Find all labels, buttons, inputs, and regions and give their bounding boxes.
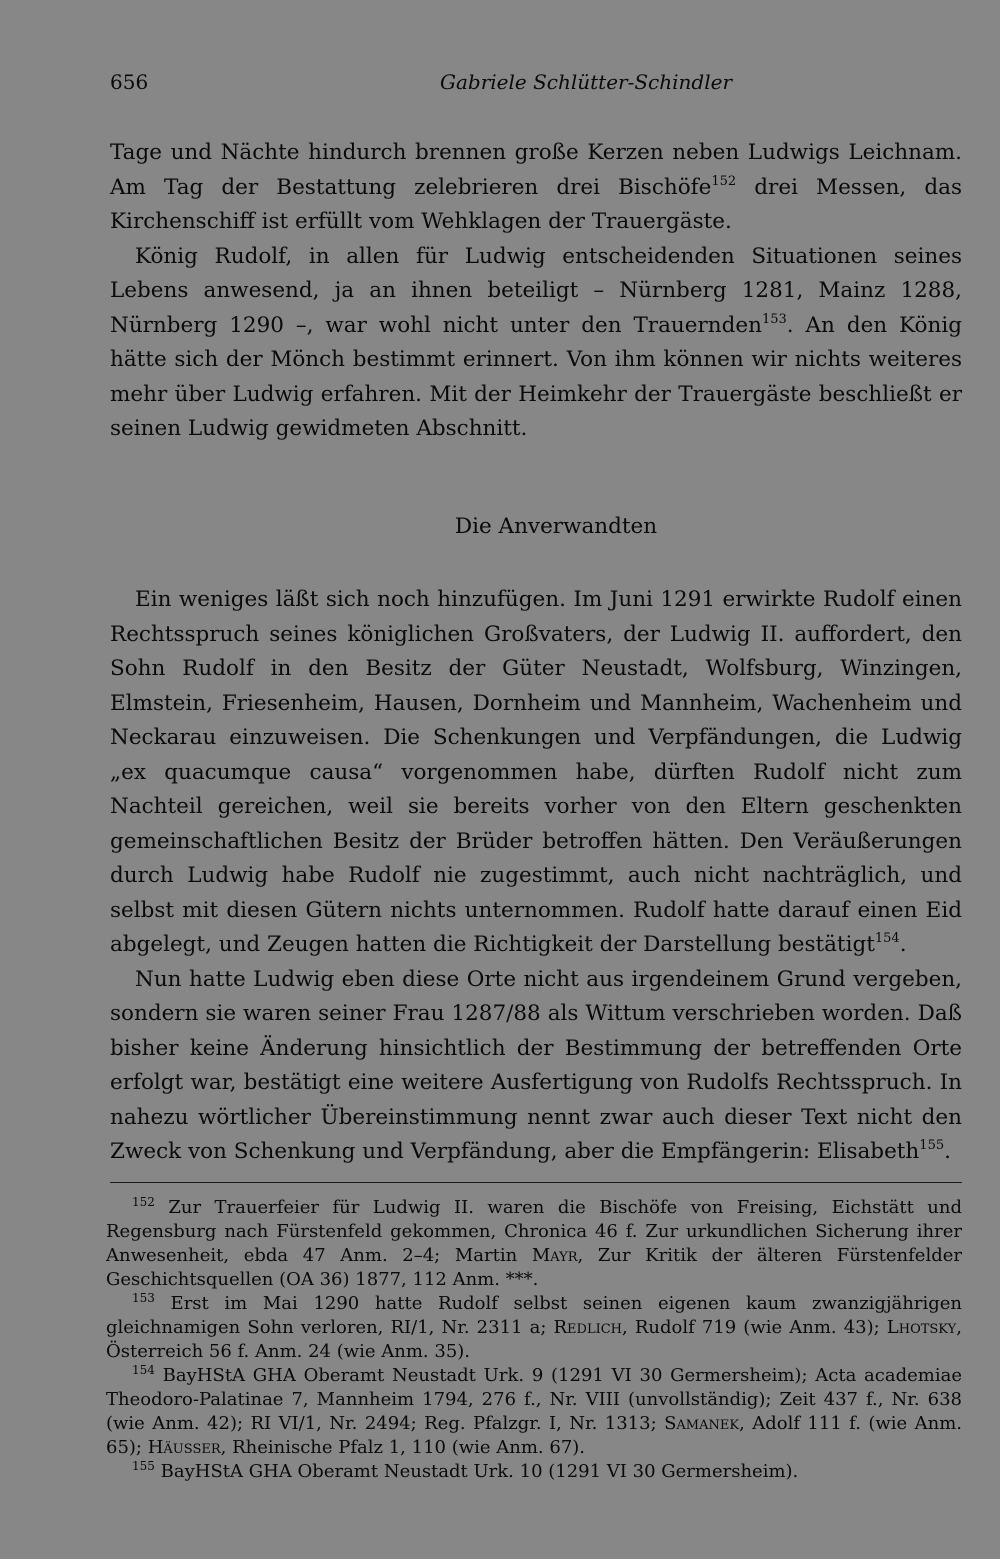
paragraph xyxy=(110,583,962,963)
footnote-ref-154[interactable]: 154 xyxy=(874,931,900,946)
footnote-number: 152 xyxy=(132,1195,155,1209)
footnote-number: 153 xyxy=(132,1291,155,1305)
paragraph xyxy=(110,136,962,240)
text-run: König Rudolf, in allen für Ludwig entscheidenden Situationen seines Lebens anwesend, ja an ihnen beteiligt – Nürnberg 1281, Mainz 1288, Nürnberg 1290 –, war wohl nicht unter den Trauernden xyxy=(110,243,962,338)
paragraph xyxy=(110,240,962,447)
text-run: , Rudolf 719 (wie Anm. 43); xyxy=(622,1317,887,1338)
footnotes xyxy=(106,1196,962,1484)
footnote-155 xyxy=(106,1460,962,1484)
text-run: Erst im Mai 1290 hatte Rudolf selbst seinen eigenen kaum zwanzigjährigen gleichnamigen Sohn verloren, RI/1, Nr. 2311 a; xyxy=(106,1293,962,1338)
page-header xyxy=(110,70,962,102)
footnote-ref-153[interactable]: 153 xyxy=(761,311,787,327)
section-text xyxy=(110,583,962,1170)
footnote-152 xyxy=(106,1196,962,1292)
footnote-154 xyxy=(106,1364,962,1460)
text-run: . An den König hätte sich der Mönch bestimmt erinnert. Von ihm können wir nichts weiteres mehr über Ludwig erfahren. Mit der Heimkehr der Trauergäste beschließt er seinen Ludwig gewidmeten Abschnitt. xyxy=(110,312,962,441)
author-name: Mayr xyxy=(531,1245,578,1266)
text-run: , Rheinische Pfalz 1, 110 (wie Anm. 67). xyxy=(220,1437,586,1458)
footnote-divider xyxy=(110,1182,962,1183)
text-run: BayHStA GHA Oberamt Neustadt Urk. 9 (1291 VI 30 Germersheim); Acta academiae Theodoro-Palatinae 7, Mannheim 1794, 276 f., Nr. VIII (unvollständig); Zeit 437 f., Nr. 638 (wie Anm. 42); RI VI/1, Nr. 2494; Reg. Pfalzgr. I, Nr. 1313; xyxy=(106,1365,962,1434)
text-run: Nun hatte Ludwig eben diese Orte nicht aus irgendeinem Grund vergeben, sondern sie waren seiner Frau 1287/88 als Wittum verschrieben worden. Daß bisher keine Änderung hinsichtlich der Bestimmung der betreffenden Orte erfolgt war, bestätigt eine weitere Ausfertigung von Rudolfs Rechtsspruch. In nahezu wörtlicher Übereinstimmung nennt zwar auch dieser Text nicht den Zweck von Schenkung und Verpfändung, aber die Empfängerin: Elisabeth xyxy=(110,966,962,1164)
author-name: Lhotsky xyxy=(886,1317,957,1338)
text-run: Zur Trauerfeier für Ludwig II. waren die Bischöfe von Freising, Eichstätt und Regensburg nach Fürstenfeld gekommen, Chronica 46 f. Zur urkundlichen Sicherung ihrer Anwesenheit, ebda 47 Anm. 2–4; Martin xyxy=(106,1197,962,1266)
text-run: , Zur Kritik der älteren Fürstenfelder Geschichtsquellen (OA 36) 1877, 112 Anm. ***. xyxy=(106,1245,962,1290)
text-run: . xyxy=(944,1139,951,1164)
paragraph xyxy=(110,963,962,1170)
body-text xyxy=(110,136,962,447)
author-name: Redlich xyxy=(553,1317,623,1338)
text-run: BayHStA GHA Oberamt Neustadt Urk. 10 (1291 VI 30 Germersheim). xyxy=(154,1461,799,1482)
footnote-ref-155[interactable]: 155 xyxy=(919,1138,945,1153)
section-heading: Die Anverwandten xyxy=(454,514,658,539)
footnote-number: 155 xyxy=(132,1459,155,1473)
text-run: drei Messen, das Kirchenschiff ist erfüllt vom Wehklagen der Trauergäste. xyxy=(110,174,962,234)
author-name: Häusser xyxy=(147,1437,221,1458)
footnote-153 xyxy=(106,1292,962,1364)
text-run: , Adolf 111 f. (wie Anm. 65); xyxy=(106,1413,962,1458)
text-run: Ein weniges läßt sich noch hinzufügen. Im Juni 1291 erwirkte Rudolf einen Rechtsspruch seines königlichen Großvaters, der Ludwig II. auffordert, den Sohn Rudolf in den Besitz der Güter Neustadt, Wolfsburg, Winzingen, Elmstein, Friesenheim, Hausen, Dornheim und Mannheim, Wachenheim und Neckarau einzuweisen. Die Schenkungen und Verpfändungen, die Ludwig „ex quacumque causa“ vorgenommen habe, dürften Rudolf nicht zum Nachteil gereichen, weil sie bereits vorher von den Eltern geschenkten gemeinschaftlichen Besitz der Brüder betroffen hätten. Den Veräußerungen durch Ludwig habe Rudolf nie zugestimmt, auch nicht nachträglich, und selbst mit diesen Gütern nichts unternommen. Rudolf hatte darauf einen Eid abgelegt, und Zeugen hatten die Richtigkeit der Darstellung bestätigt xyxy=(110,587,962,957)
text-run: Tage und Nächte hindurch brennen große Kerzen neben Ludwigs Leichnam. Am Tag der Bestattung zelebrieren drei Bischöfe xyxy=(110,140,962,200)
text-run: , Österreich 56 f. Anm. 24 (wie Anm. 35). xyxy=(106,1317,962,1362)
running-head: Gabriele Schlütter-Schindler xyxy=(439,70,733,94)
text-run: . xyxy=(899,932,907,957)
footnote-number: 154 xyxy=(132,1363,155,1377)
footnote-ref-152[interactable]: 152 xyxy=(711,173,737,189)
page-number: 656 xyxy=(110,70,149,94)
author-name: Samanek xyxy=(664,1413,740,1434)
